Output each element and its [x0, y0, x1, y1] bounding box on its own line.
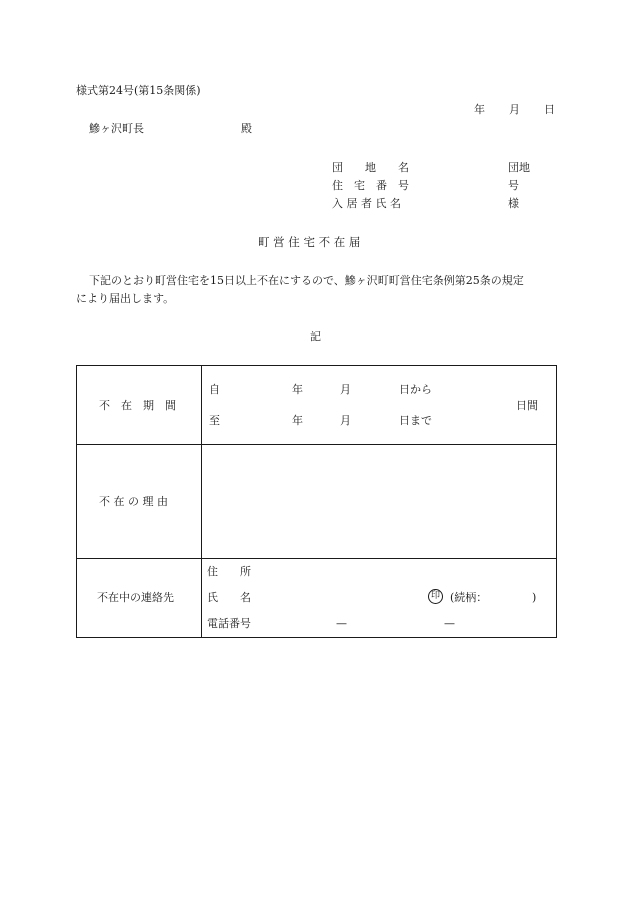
table-border-row1 — [76, 444, 557, 445]
table-border-bottom — [76, 637, 557, 638]
body-text-line1: 下記のとおり町営住宅を15日以上不在にするので、鰺ヶ沢町町営住宅条例第25条の規定 — [89, 274, 524, 287]
applicant-number-label: 住 宅 番 号 — [332, 179, 409, 192]
reason-label: 不 在 の 理 由 — [99, 495, 168, 508]
period-to-suffix: 日まで — [399, 414, 432, 427]
period-from-prefix: 自 — [209, 383, 220, 396]
seal-icon: 印 — [428, 589, 443, 604]
addressee-honorific: 殿 — [241, 122, 252, 135]
applicant-danchi-suffix: 団地 — [508, 161, 530, 174]
contact-name-label: 氏 名 — [207, 591, 251, 604]
period-days: 日間 — [516, 399, 538, 412]
table-border-left — [76, 365, 77, 638]
table-border-top — [76, 365, 557, 366]
date-month: 月 — [509, 103, 520, 116]
period-from-suffix: 日から — [399, 383, 432, 396]
period-to-prefix: 至 — [209, 414, 220, 427]
contact-relation: (続柄： — [450, 591, 488, 604]
applicant-resident-suffix: 様 — [508, 197, 519, 210]
table-border-row2 — [76, 558, 557, 559]
contact-phone-dash-1: — — [336, 617, 347, 630]
applicant-danchi-label: 団 地 名 — [332, 161, 409, 174]
period-label: 不 在 期 間 — [99, 399, 176, 412]
contact-phone-label: 電話番号 — [207, 617, 251, 630]
form-number: 様式第24号(第15条関係) — [76, 84, 201, 97]
table-border-divider — [201, 365, 202, 638]
ki-label: 記 — [310, 330, 321, 343]
period-from-year: 年 — [292, 383, 303, 396]
period-to-year: 年 — [292, 414, 303, 427]
date-day: 日 — [544, 103, 555, 116]
period-from-month: 月 — [340, 383, 351, 396]
contact-phone-dash-2: — — [444, 617, 455, 630]
contact-label: 不在中の連絡先 — [97, 591, 174, 604]
addressee-name: 鰺ヶ沢町長 — [89, 122, 144, 135]
applicant-number-suffix: 号 — [508, 179, 519, 192]
table-border-right — [556, 365, 557, 638]
body-text-line2: により届出します。 — [76, 292, 175, 305]
contact-relation-close: ) — [532, 591, 537, 604]
page-title: 町 営 住 宅 不 在 届 — [258, 235, 361, 249]
applicant-resident-label: 入 居 者 氏 名 — [332, 197, 401, 210]
date-year: 年 — [474, 103, 485, 116]
period-to-month: 月 — [340, 414, 351, 427]
contact-address-label: 住 所 — [207, 565, 251, 578]
